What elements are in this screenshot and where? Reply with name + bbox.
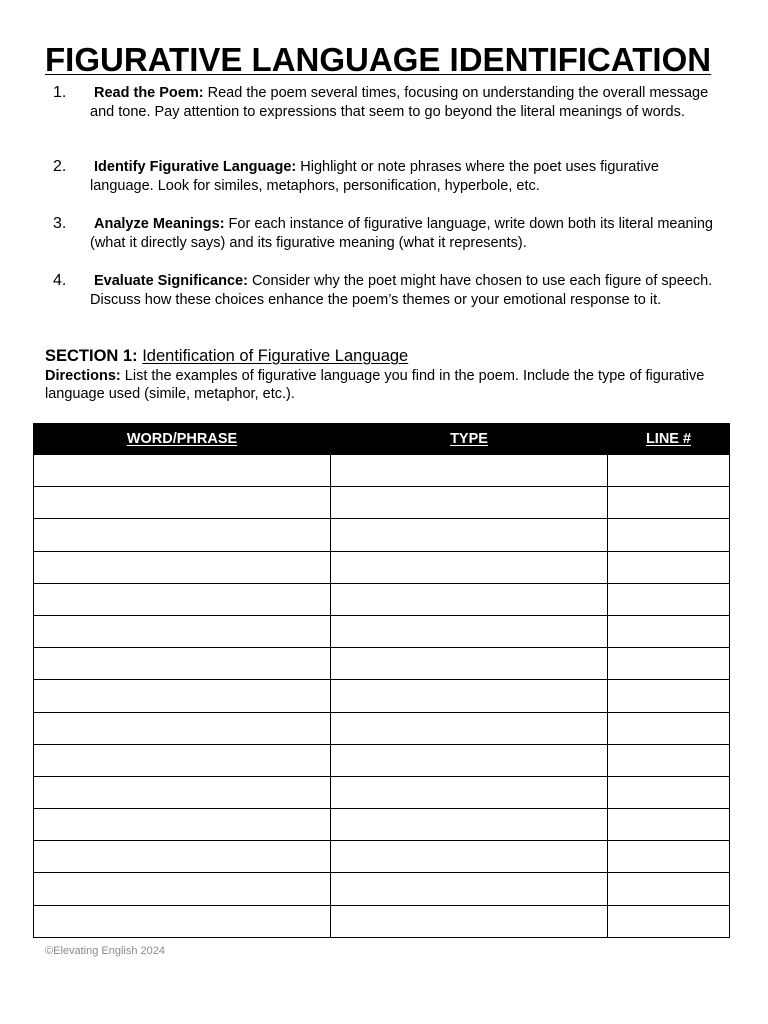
- step-heading: Evaluate Significance:: [94, 273, 248, 289]
- instruction-step-1: [45, 84, 715, 121]
- type-cell[interactable]: [331, 841, 608, 873]
- line-number-cell[interactable]: [608, 583, 730, 615]
- directions-label: Directions:: [45, 368, 121, 384]
- type-cell[interactable]: [331, 615, 608, 647]
- section-subtitle: Identification of Figurative Language: [142, 347, 409, 365]
- line-number-cell[interactable]: [608, 615, 730, 647]
- line-number-cell[interactable]: [608, 680, 730, 712]
- step-text: Read the poem several times, focusing on understanding the overall message and tone. Pay attention to expressions that seem to go beyond the literal meanings of words.: [90, 85, 709, 120]
- step-heading: Identify Figurative Language:: [94, 159, 297, 175]
- table-row: [34, 744, 730, 776]
- table-header-row: [34, 424, 730, 455]
- line-number-cell[interactable]: [608, 809, 730, 841]
- type-cell[interactable]: [331, 873, 608, 905]
- word-phrase-cell[interactable]: [34, 744, 331, 776]
- line-number-cell[interactable]: [608, 776, 730, 808]
- line-number-cell[interactable]: [608, 712, 730, 744]
- step-text: Consider why the poet might have chosen to use each figure of speech. Discuss how these choices enhance the poem’s themes or your emotional response to it.: [90, 273, 713, 308]
- line-number-cell[interactable]: [608, 873, 730, 905]
- table-row: [34, 648, 730, 680]
- table-row: [34, 873, 730, 905]
- type-cell[interactable]: [331, 809, 608, 841]
- line-number-cell[interactable]: [608, 455, 730, 487]
- line-number-cell[interactable]: [608, 744, 730, 776]
- table-row: [34, 905, 730, 937]
- table-row: [34, 615, 730, 647]
- word-phrase-cell[interactable]: [34, 680, 331, 712]
- directions-text: List the examples of figurative language you find in the poem. Include the type of figurative language used (simile, metaphor, etc.).: [45, 368, 705, 402]
- column-header-word-phrase: WORD/PHRASE: [34, 424, 331, 455]
- table-row: [34, 519, 730, 551]
- line-number-cell[interactable]: [608, 841, 730, 873]
- type-cell[interactable]: [331, 712, 608, 744]
- step-number: 2.: [53, 158, 67, 175]
- word-phrase-cell[interactable]: [34, 648, 331, 680]
- step-heading: Analyze Meanings:: [94, 216, 225, 232]
- word-phrase-cell[interactable]: [34, 809, 331, 841]
- table-row: [34, 776, 730, 808]
- type-cell[interactable]: [331, 905, 608, 937]
- word-phrase-cell[interactable]: [34, 905, 331, 937]
- type-cell[interactable]: [331, 744, 608, 776]
- type-cell[interactable]: [331, 648, 608, 680]
- word-phrase-cell[interactable]: [34, 712, 331, 744]
- word-phrase-cell[interactable]: [34, 776, 331, 808]
- step-number: 3.: [53, 215, 67, 232]
- instruction-step-3: [45, 215, 715, 252]
- word-phrase-cell[interactable]: [34, 551, 331, 583]
- step-text: For each instance of figurative language, write down both its literal meaning (what it directly says) and its figurative meaning (what it represents).: [90, 216, 713, 251]
- line-number-cell[interactable]: [608, 519, 730, 551]
- answer-table: [33, 423, 730, 938]
- line-number-cell[interactable]: [608, 551, 730, 583]
- table-row: [34, 712, 730, 744]
- table-row: [34, 680, 730, 712]
- table-row: [34, 809, 730, 841]
- step-text: Highlight or note phrases where the poet uses figurative language. Look for similes, metaphors, personification, hyperbole, etc.: [90, 159, 659, 194]
- directions: [45, 367, 725, 403]
- line-number-cell[interactable]: [608, 487, 730, 519]
- word-phrase-cell[interactable]: [34, 615, 331, 647]
- type-cell[interactable]: [331, 551, 608, 583]
- copyright-footer: ©Elevating English 2024: [45, 945, 166, 957]
- type-cell[interactable]: [331, 519, 608, 551]
- step-heading: Read the Poem:: [94, 85, 204, 101]
- table-row: [34, 551, 730, 583]
- table-body: [34, 455, 730, 938]
- word-phrase-cell[interactable]: [34, 583, 331, 615]
- type-cell[interactable]: [331, 487, 608, 519]
- word-phrase-cell[interactable]: [34, 841, 331, 873]
- section-label: SECTION 1:: [45, 347, 138, 365]
- column-header-type: TYPE: [331, 424, 608, 455]
- instruction-step-4: [45, 272, 715, 309]
- type-cell[interactable]: [331, 455, 608, 487]
- type-cell[interactable]: [331, 776, 608, 808]
- type-cell[interactable]: [331, 680, 608, 712]
- step-number: 1.: [53, 84, 67, 101]
- step-number: 4.: [53, 272, 67, 289]
- page-title: FIGURATIVE LANGUAGE IDENTIFICATION: [45, 41, 712, 78]
- table-row: [34, 841, 730, 873]
- word-phrase-cell[interactable]: [34, 455, 331, 487]
- table-row: [34, 455, 730, 487]
- section-heading: [45, 346, 408, 366]
- column-header-line-number: LINE #: [608, 424, 730, 455]
- word-phrase-cell[interactable]: [34, 487, 331, 519]
- instruction-step-2: [45, 158, 715, 195]
- word-phrase-cell[interactable]: [34, 519, 331, 551]
- table-row: [34, 583, 730, 615]
- line-number-cell[interactable]: [608, 648, 730, 680]
- word-phrase-cell[interactable]: [34, 873, 331, 905]
- type-cell[interactable]: [331, 583, 608, 615]
- line-number-cell[interactable]: [608, 905, 730, 937]
- table-row: [34, 487, 730, 519]
